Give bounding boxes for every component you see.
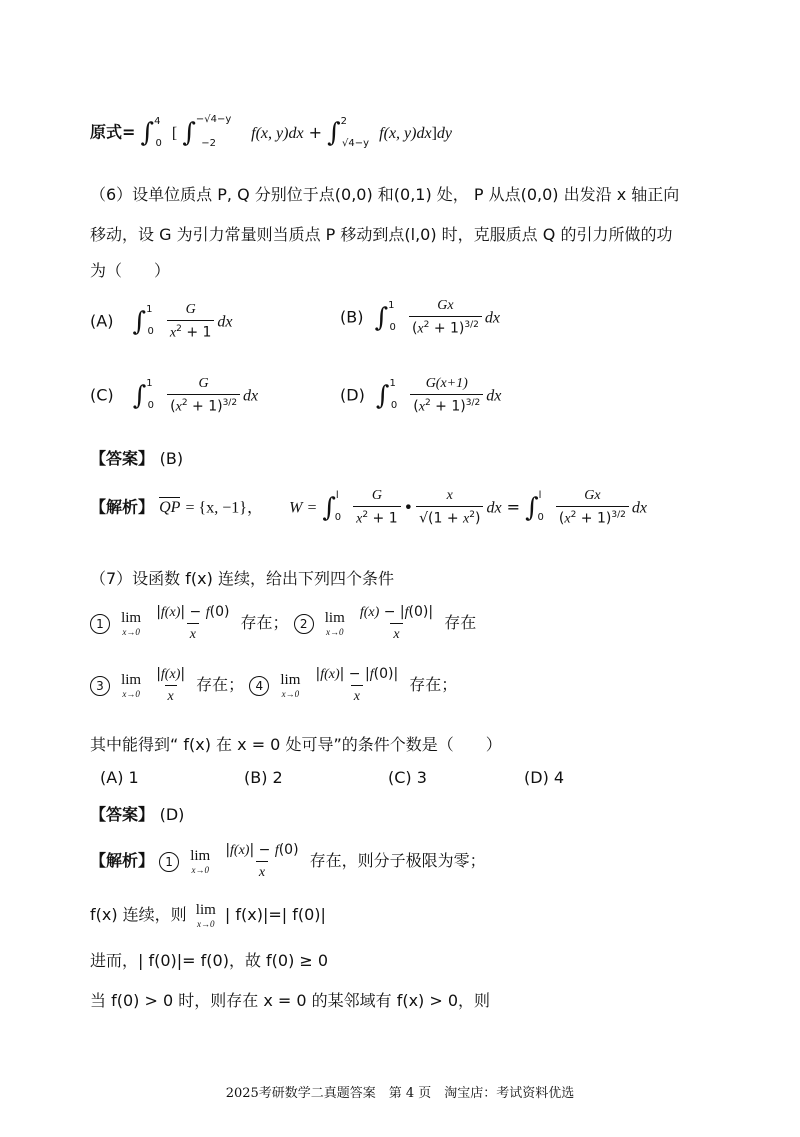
- vector-qp: QP: [159, 499, 181, 517]
- question-7-line-1: （7）设函数 f(x) 连续，给出下列四个条件: [90, 569, 394, 588]
- double-integral-expression: ∫$^4_0$ [ ∫$^{-√4-y}_{-2}$ f(x, y)dx + ∫$^2_{√4-y}$ f(x, y)dx]dy: [140, 113, 453, 149]
- answer-6-label: 【答案】: [90, 449, 155, 468]
- option-a-label: (A): [90, 311, 114, 331]
- solution-7-text-2b: | f(x)|=| f(0)|: [224, 905, 326, 924]
- question-6-line-2: 移动，设 G 为引力常量则当质点 P 移动到点(l,0) 时，克服质点 Q 的引力所做的功: [90, 225, 673, 244]
- option-d: (D) ∫$^1_0$ $\frac{G(x+1)}{(x^2 + 1)^{3/2}}$ dx: [340, 376, 502, 415]
- answer-7-value: (D): [159, 805, 185, 824]
- question-7-ask: 其中能得到“ f(x) 在 x = 0 处可导”的条件个数是（ ）: [90, 735, 502, 754]
- option-d-label: (D): [340, 385, 365, 405]
- conditions-1-2: 1 lim x→0 $\frac{|f(x)| - f(0)}{x}$ 存在； 2 lim x→0 $\frac{f(x) - |f(0)|}{x}$ 存在: [90, 604, 476, 643]
- work-symbol: W =: [289, 499, 318, 517]
- answer-7-label: 【答案】: [90, 805, 155, 824]
- question-6-line-1: （6）设单位质点 P, Q 分别位于点(0,0) 和(0,1) 处， P 从点(0,0) 出发沿 x 轴正向: [90, 185, 680, 204]
- answer-6-value: (B): [159, 449, 184, 468]
- solution-6: 【解析】 QP = {x, −1}， W = ∫$^l_0$ $\frac{G}{x^2 + 1}$ • $\frac{x}{√(1 + x^2)}$ dx = ∫$^l_0$ $\frac{Gx}{(x^2 + 1)^{3/2}}$ dx: [90, 488, 647, 527]
- page-footer: 2025考研数学二真题答案 第 4 页 淘宝店：考试资料优选: [225, 1086, 575, 1101]
- q7-option-c: (C) 3: [388, 768, 427, 787]
- question-6-line-3: 为（ ）: [90, 261, 171, 280]
- expression-prefix: 原式=: [90, 122, 136, 142]
- solution-6-label: 【解析】: [90, 497, 155, 517]
- solution-7-line-1: 【解析】 1 lim x→0 $\frac{|f(x)| - f(0)}{x}$ 存在，则分子极限为零；: [90, 842, 486, 880]
- condition-2-text: 存在: [444, 613, 477, 632]
- option-c-label: (C): [90, 385, 114, 405]
- option-c: (C) ∫$^1_0$ $\frac{G}{(x^2 + 1)^{3/2}}$ dx: [90, 376, 259, 415]
- conditions-3-4: 3 lim x→0 $\frac{|f(x)|}{x}$ 存在； 4 lim x→0 $\frac{|f(x)| - |f(0)|}{x}$ 存在；: [90, 666, 457, 705]
- solution-7-text-1: 存在，则分子极限为零；: [309, 851, 486, 870]
- condition-1-text: 存在；: [240, 613, 289, 632]
- option-a: (A) ∫$^1_0$ $\frac{G}{x^2 + 1}$ dx: [90, 302, 233, 341]
- condition-3-text: 存在；: [196, 675, 245, 694]
- q7-option-d: (D) 4: [524, 768, 565, 787]
- solution-7-text-2: f(x) 连续，则: [90, 905, 187, 924]
- option-b-label: (B): [340, 307, 364, 327]
- solution-7-line-4: 当 f(0) > 0 时，则存在 x = 0 的某邻域有 f(x) > 0，则: [90, 991, 491, 1010]
- vector-qp-value: = {x, −1}，: [185, 499, 263, 517]
- q7-option-a: (A) 1: [100, 768, 139, 787]
- solution-7-line-2: f(x) 连续，则 lim x→0 | f(x)|=| f(0)|: [90, 902, 326, 929]
- option-b: (B) ∫$^1_0$ $\frac{Gx}{(x^2 + 1)^{3/2}}$ dx: [340, 298, 500, 337]
- answer-7: [90, 802, 184, 825]
- q7-option-b: (B) 2: [244, 768, 283, 787]
- condition-4-text: 存在；: [409, 675, 458, 694]
- answer-6: [90, 446, 183, 469]
- solution-7-line-3: 进而，| f(0)|= f(0)，故 f(0) ≥ 0: [90, 951, 329, 970]
- original-expression: [90, 113, 453, 149]
- solution-7-label: 【解析】: [90, 851, 155, 870]
